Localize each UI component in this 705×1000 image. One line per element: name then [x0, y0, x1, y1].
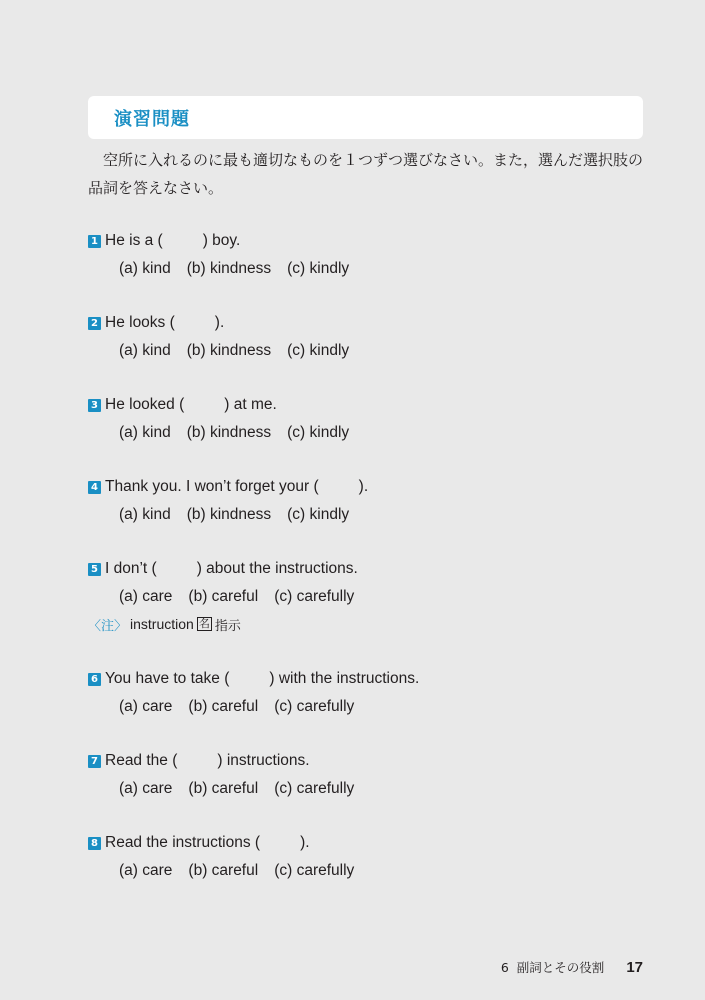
option-a: (a) care: [119, 698, 173, 715]
answer-options: [119, 858, 370, 884]
option-c: (c) carefully: [274, 862, 355, 879]
stem-after-blank: ) at me.: [224, 396, 277, 413]
question-3: [88, 392, 648, 474]
option-b: (b) kindness: [186, 424, 272, 441]
question-stem: [88, 666, 419, 692]
answer-options: [119, 584, 370, 610]
option-b: (b) kindness: [186, 506, 272, 523]
option-b: (b) careful: [188, 698, 259, 715]
question-number-badge: 1: [88, 235, 101, 248]
option-b: (b) careful: [188, 862, 259, 879]
option-c: (c) kindly: [287, 342, 350, 359]
stem-before-blank: You have to take (: [105, 670, 230, 687]
option-a: (a) care: [119, 780, 173, 797]
stem-after-blank: ).: [214, 314, 225, 331]
answer-options: [119, 338, 365, 364]
option-c: (c) kindly: [287, 506, 350, 523]
part-of-speech-badge: 名: [198, 617, 210, 630]
question-number-badge: 7: [88, 755, 101, 768]
stem-after-blank: ).: [358, 478, 369, 495]
chapter-number: 6: [500, 959, 509, 975]
section-title-box: [88, 96, 643, 139]
stem-after-blank: ).: [300, 834, 310, 851]
stem-before-blank: I don’t (: [105, 560, 157, 577]
option-a: (a) kind: [119, 260, 171, 277]
option-c: (c) kindly: [287, 424, 350, 441]
question-number-badge: 8: [88, 837, 101, 850]
question-stem: [88, 748, 310, 774]
chapter-title: 副詞とその役割: [516, 960, 605, 975]
stem-before-blank: Thank you. I won’t forget your (: [105, 478, 319, 495]
stem-before-blank: He is a (: [105, 232, 163, 249]
question-stem: [88, 392, 277, 418]
question-stem: [88, 474, 368, 500]
question-number-badge: 3: [88, 399, 101, 412]
stem-before-blank: He looks (: [105, 314, 175, 331]
answer-options: [119, 776, 370, 802]
option-c: (c) carefully: [274, 698, 355, 715]
stem-before-blank: Read the (: [105, 752, 178, 769]
option-a: (a) kind: [119, 342, 171, 359]
answer-options: [119, 502, 365, 528]
question-2: [88, 310, 648, 392]
question-1: [88, 228, 648, 310]
page-footer: [501, 958, 643, 976]
option-b: (b) kindness: [186, 260, 272, 277]
option-b: (b) kindness: [186, 342, 272, 359]
answer-options: [119, 694, 370, 720]
question-stem: [88, 310, 224, 336]
question-4: [88, 474, 648, 556]
question-number-badge: 4: [88, 481, 101, 494]
answer-options: [119, 256, 365, 282]
option-a: (a) care: [119, 862, 173, 879]
answer-options: [119, 420, 365, 446]
option-c: (c) carefully: [274, 588, 355, 605]
question-7: [88, 748, 648, 830]
option-a: (a) care: [119, 588, 173, 605]
question-5: [88, 556, 648, 666]
option-c: (c) carefully: [274, 780, 355, 797]
question-list: [88, 228, 648, 912]
question-number-badge: 2: [88, 317, 101, 330]
option-b: (b) careful: [188, 588, 259, 605]
question-number-badge: 6: [88, 673, 101, 686]
question-stem: [88, 556, 358, 582]
vocabulary-note: [88, 612, 241, 636]
note-label: 〈注〉: [88, 618, 128, 634]
question-6: [88, 666, 648, 748]
stem-before-blank: Read the instructions (: [105, 834, 261, 851]
stem-after-blank: ) boy.: [202, 232, 241, 249]
stem-after-blank: ) about the instructions.: [196, 560, 358, 577]
page-number: 17: [626, 958, 643, 976]
question-number-badge: 5: [88, 563, 101, 576]
question-stem: [88, 228, 240, 254]
option-a: (a) kind: [119, 424, 171, 441]
instructions-text: 空所に入れるのに最も適切なものを１つずつ選びなさい。また，選んだ選択肢の品詞を答えなさい。: [88, 151, 644, 197]
option-b: (b) careful: [188, 780, 259, 797]
stem-after-blank: ) with the instructions.: [269, 670, 420, 687]
question-8: [88, 830, 648, 912]
option-c: (c) kindly: [287, 260, 350, 277]
note-meaning: 指示: [214, 618, 241, 634]
stem-after-blank: ) instructions.: [217, 752, 310, 769]
stem-before-blank: He looked (: [105, 396, 185, 413]
section-title: 演習問題: [114, 109, 190, 130]
note-word: instruction: [130, 616, 194, 632]
question-stem: [88, 830, 310, 856]
option-a: (a) kind: [119, 506, 171, 523]
